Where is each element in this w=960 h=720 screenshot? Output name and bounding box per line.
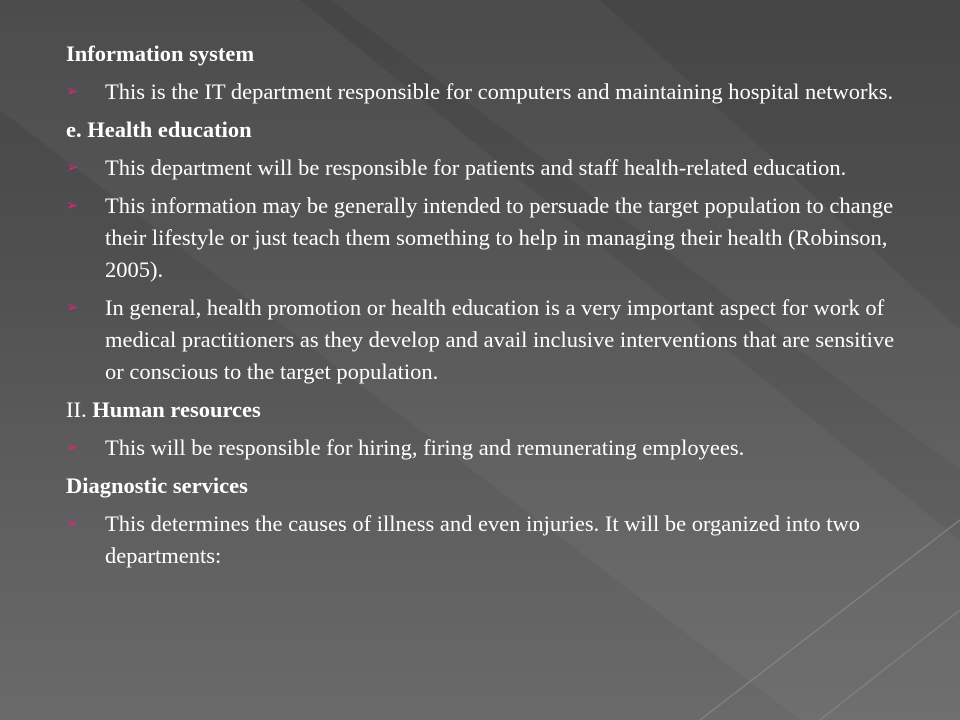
- arrowhead-bullet-icon: ➢: [66, 84, 79, 100]
- heading-title: e. Health education: [66, 117, 252, 142]
- heading-prefix: II.: [66, 397, 93, 422]
- section-heading-diagnostic-services: [66, 470, 916, 502]
- bullet-text: This will be responsible for hiring, firing and remunerating employees.: [105, 435, 745, 460]
- bullet-text: In general, health promotion or health education is a very important aspect for work of medical practitioners as they develop and avail inclusive interventions that are sensitive or conscious to the target population.: [105, 295, 895, 384]
- bullet-item: [66, 292, 916, 388]
- heading-title: Information system: [66, 41, 255, 66]
- heading-title: Diagnostic services: [66, 473, 248, 498]
- section-heading-health-education: [66, 114, 916, 146]
- bullet-item: [66, 152, 916, 184]
- arrowhead-bullet-icon: ➢: [66, 198, 79, 214]
- bullet-item: [66, 508, 916, 572]
- bullet-text: This department will be responsible for patients and staff health-related education.: [105, 155, 847, 180]
- arrowhead-bullet-icon: ➢: [66, 440, 79, 456]
- bullet-text: This information may be generally intended to persuade the target population to change their lifestyle or just teach them something to help in managing their health (Robinson, 2005).: [105, 193, 894, 282]
- section-heading-human-resources: [66, 394, 916, 426]
- arrowhead-bullet-icon: ➢: [66, 516, 79, 532]
- arrowhead-bullet-icon: ➢: [66, 300, 79, 316]
- bullet-text: This determines the causes of illness and even injuries. It will be organized into two departments:: [105, 511, 861, 568]
- bullet-item: [66, 190, 916, 286]
- bullet-item: [66, 432, 916, 464]
- slide-content: [66, 38, 916, 578]
- bullet-text: This is the IT department responsible for computers and maintaining hospital networks.: [105, 79, 894, 104]
- arrowhead-bullet-icon: ➢: [66, 160, 79, 176]
- heading-title: Human resources: [92, 397, 261, 422]
- section-heading-information-system: [66, 38, 916, 70]
- bullet-item: [66, 76, 916, 108]
